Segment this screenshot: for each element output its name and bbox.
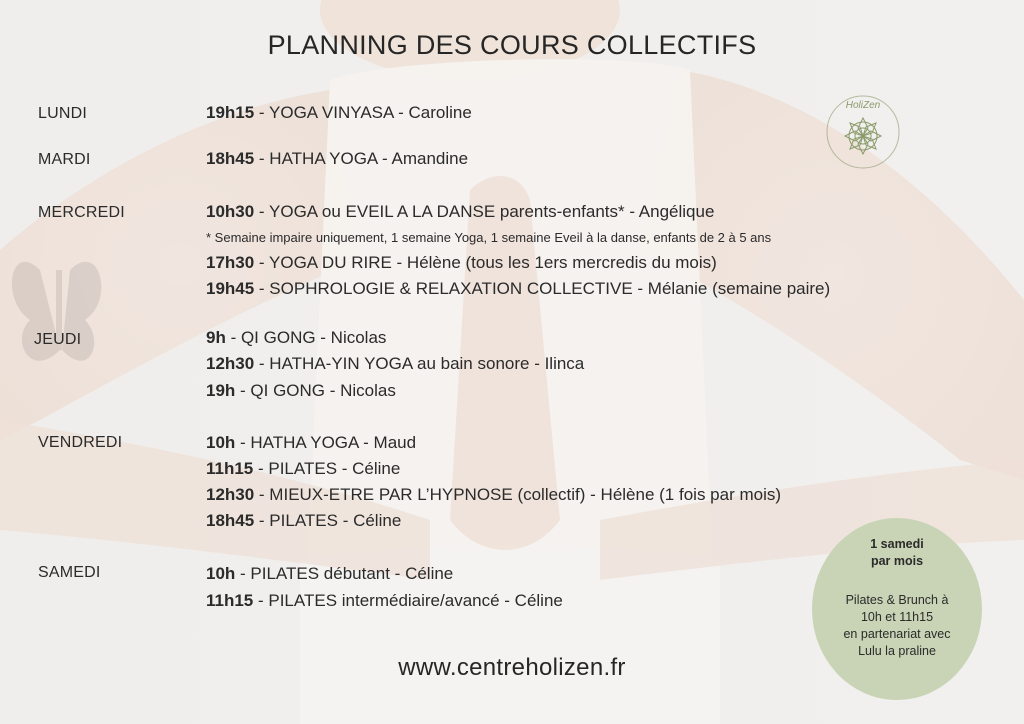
day-label-samedi: SAMEDI bbox=[38, 564, 101, 581]
class-line bbox=[206, 381, 396, 401]
class-desc: - HATHA YOGA - Maud bbox=[235, 433, 417, 452]
class-time: 12h30 bbox=[206, 485, 255, 504]
promo-heading-line: par mois bbox=[870, 554, 924, 568]
class-desc: - PILATES - Céline bbox=[254, 511, 402, 530]
class-desc: - YOGA DU RIRE - Hélène (tous les 1ers mercredis du mois) bbox=[254, 253, 717, 272]
class-desc: - QI GONG - Nicolas bbox=[225, 328, 387, 347]
class-line bbox=[206, 149, 468, 169]
class-line bbox=[206, 354, 584, 374]
class-desc: - YOGA VINYASA - Caroline bbox=[254, 103, 472, 122]
class-line bbox=[206, 279, 830, 299]
class-desc: - MIEUX-ETRE PAR L’HYPNOSE (collectif) - Hélène (1 fois par mois) bbox=[254, 485, 782, 504]
page-title: PLANNING DES COURS COLLECTIFS bbox=[267, 30, 757, 60]
class-time: 9h bbox=[206, 328, 226, 347]
class-line bbox=[206, 564, 453, 584]
class-time: 18h45 bbox=[206, 149, 255, 168]
promo-body-line: 10h et 11h15 bbox=[860, 610, 934, 624]
class-line bbox=[206, 328, 386, 348]
class-line bbox=[206, 433, 416, 453]
day-label-mardi: MARDI bbox=[38, 151, 91, 168]
day-label-vendredi: VENDREDI bbox=[38, 434, 123, 451]
promo-body-line: Lulu la praline bbox=[858, 644, 936, 658]
class-time: 19h45 bbox=[206, 279, 255, 298]
class-time: 19h15 bbox=[206, 103, 255, 122]
class-time: 10h30 bbox=[206, 202, 255, 221]
class-line bbox=[206, 485, 781, 505]
class-desc: - HATHA YOGA - Amandine bbox=[254, 149, 469, 168]
day-label-mercredi: MERCREDI bbox=[38, 204, 125, 221]
holizen-logo bbox=[818, 84, 908, 174]
class-desc: - PILATES - Céline bbox=[253, 459, 401, 478]
class-line bbox=[206, 202, 714, 222]
class-time: 18h45 bbox=[206, 511, 255, 530]
class-desc: - SOPHROLOGIE & RELAXATION COLLECTIVE - Mélanie (semaine paire) bbox=[254, 279, 831, 298]
class-time: 19h bbox=[206, 381, 236, 400]
class-desc: - QI GONG - Nicolas bbox=[235, 381, 396, 400]
class-time: 11h15 bbox=[206, 459, 254, 478]
class-line bbox=[206, 459, 400, 479]
class-line bbox=[206, 103, 472, 123]
class-desc: - YOGA ou EVEIL A LA DANSE parents-enfants* - Angélique bbox=[254, 202, 715, 221]
class-line bbox=[206, 511, 401, 531]
promo-body bbox=[812, 592, 982, 660]
promo-body-line: en partenariat avec bbox=[843, 627, 951, 641]
class-time: 17h30 bbox=[206, 253, 255, 272]
promo-body-line: Pilates & Brunch à bbox=[845, 593, 949, 607]
class-note: * Semaine impaire uniquement, 1 semaine Yoga, 1 semaine Eveil à la danse, enfants de 2 à 5 ans bbox=[206, 230, 772, 245]
logo-name: HoliZen bbox=[845, 100, 881, 111]
promo-heading-line: 1 samedi bbox=[870, 537, 924, 551]
class-desc: - PILATES débutant - Céline bbox=[235, 564, 454, 583]
class-line bbox=[206, 591, 563, 611]
class-desc: - PILATES intermédiaire/avancé - Céline bbox=[253, 591, 563, 610]
class-desc: - HATHA-YIN YOGA au bain sonore - Ilinca bbox=[254, 354, 585, 373]
class-time: 12h30 bbox=[206, 354, 255, 373]
class-line bbox=[206, 253, 717, 273]
promo-heading bbox=[812, 536, 982, 570]
day-label-lundi: LUNDI bbox=[38, 105, 88, 122]
class-time: 10h bbox=[206, 433, 236, 452]
class-time: 11h15 bbox=[206, 591, 254, 610]
day-label-jeudi: JEUDI bbox=[34, 331, 82, 348]
class-time: 10h bbox=[206, 564, 236, 583]
website-link[interactable]: www.centreholizen.fr bbox=[398, 654, 626, 681]
